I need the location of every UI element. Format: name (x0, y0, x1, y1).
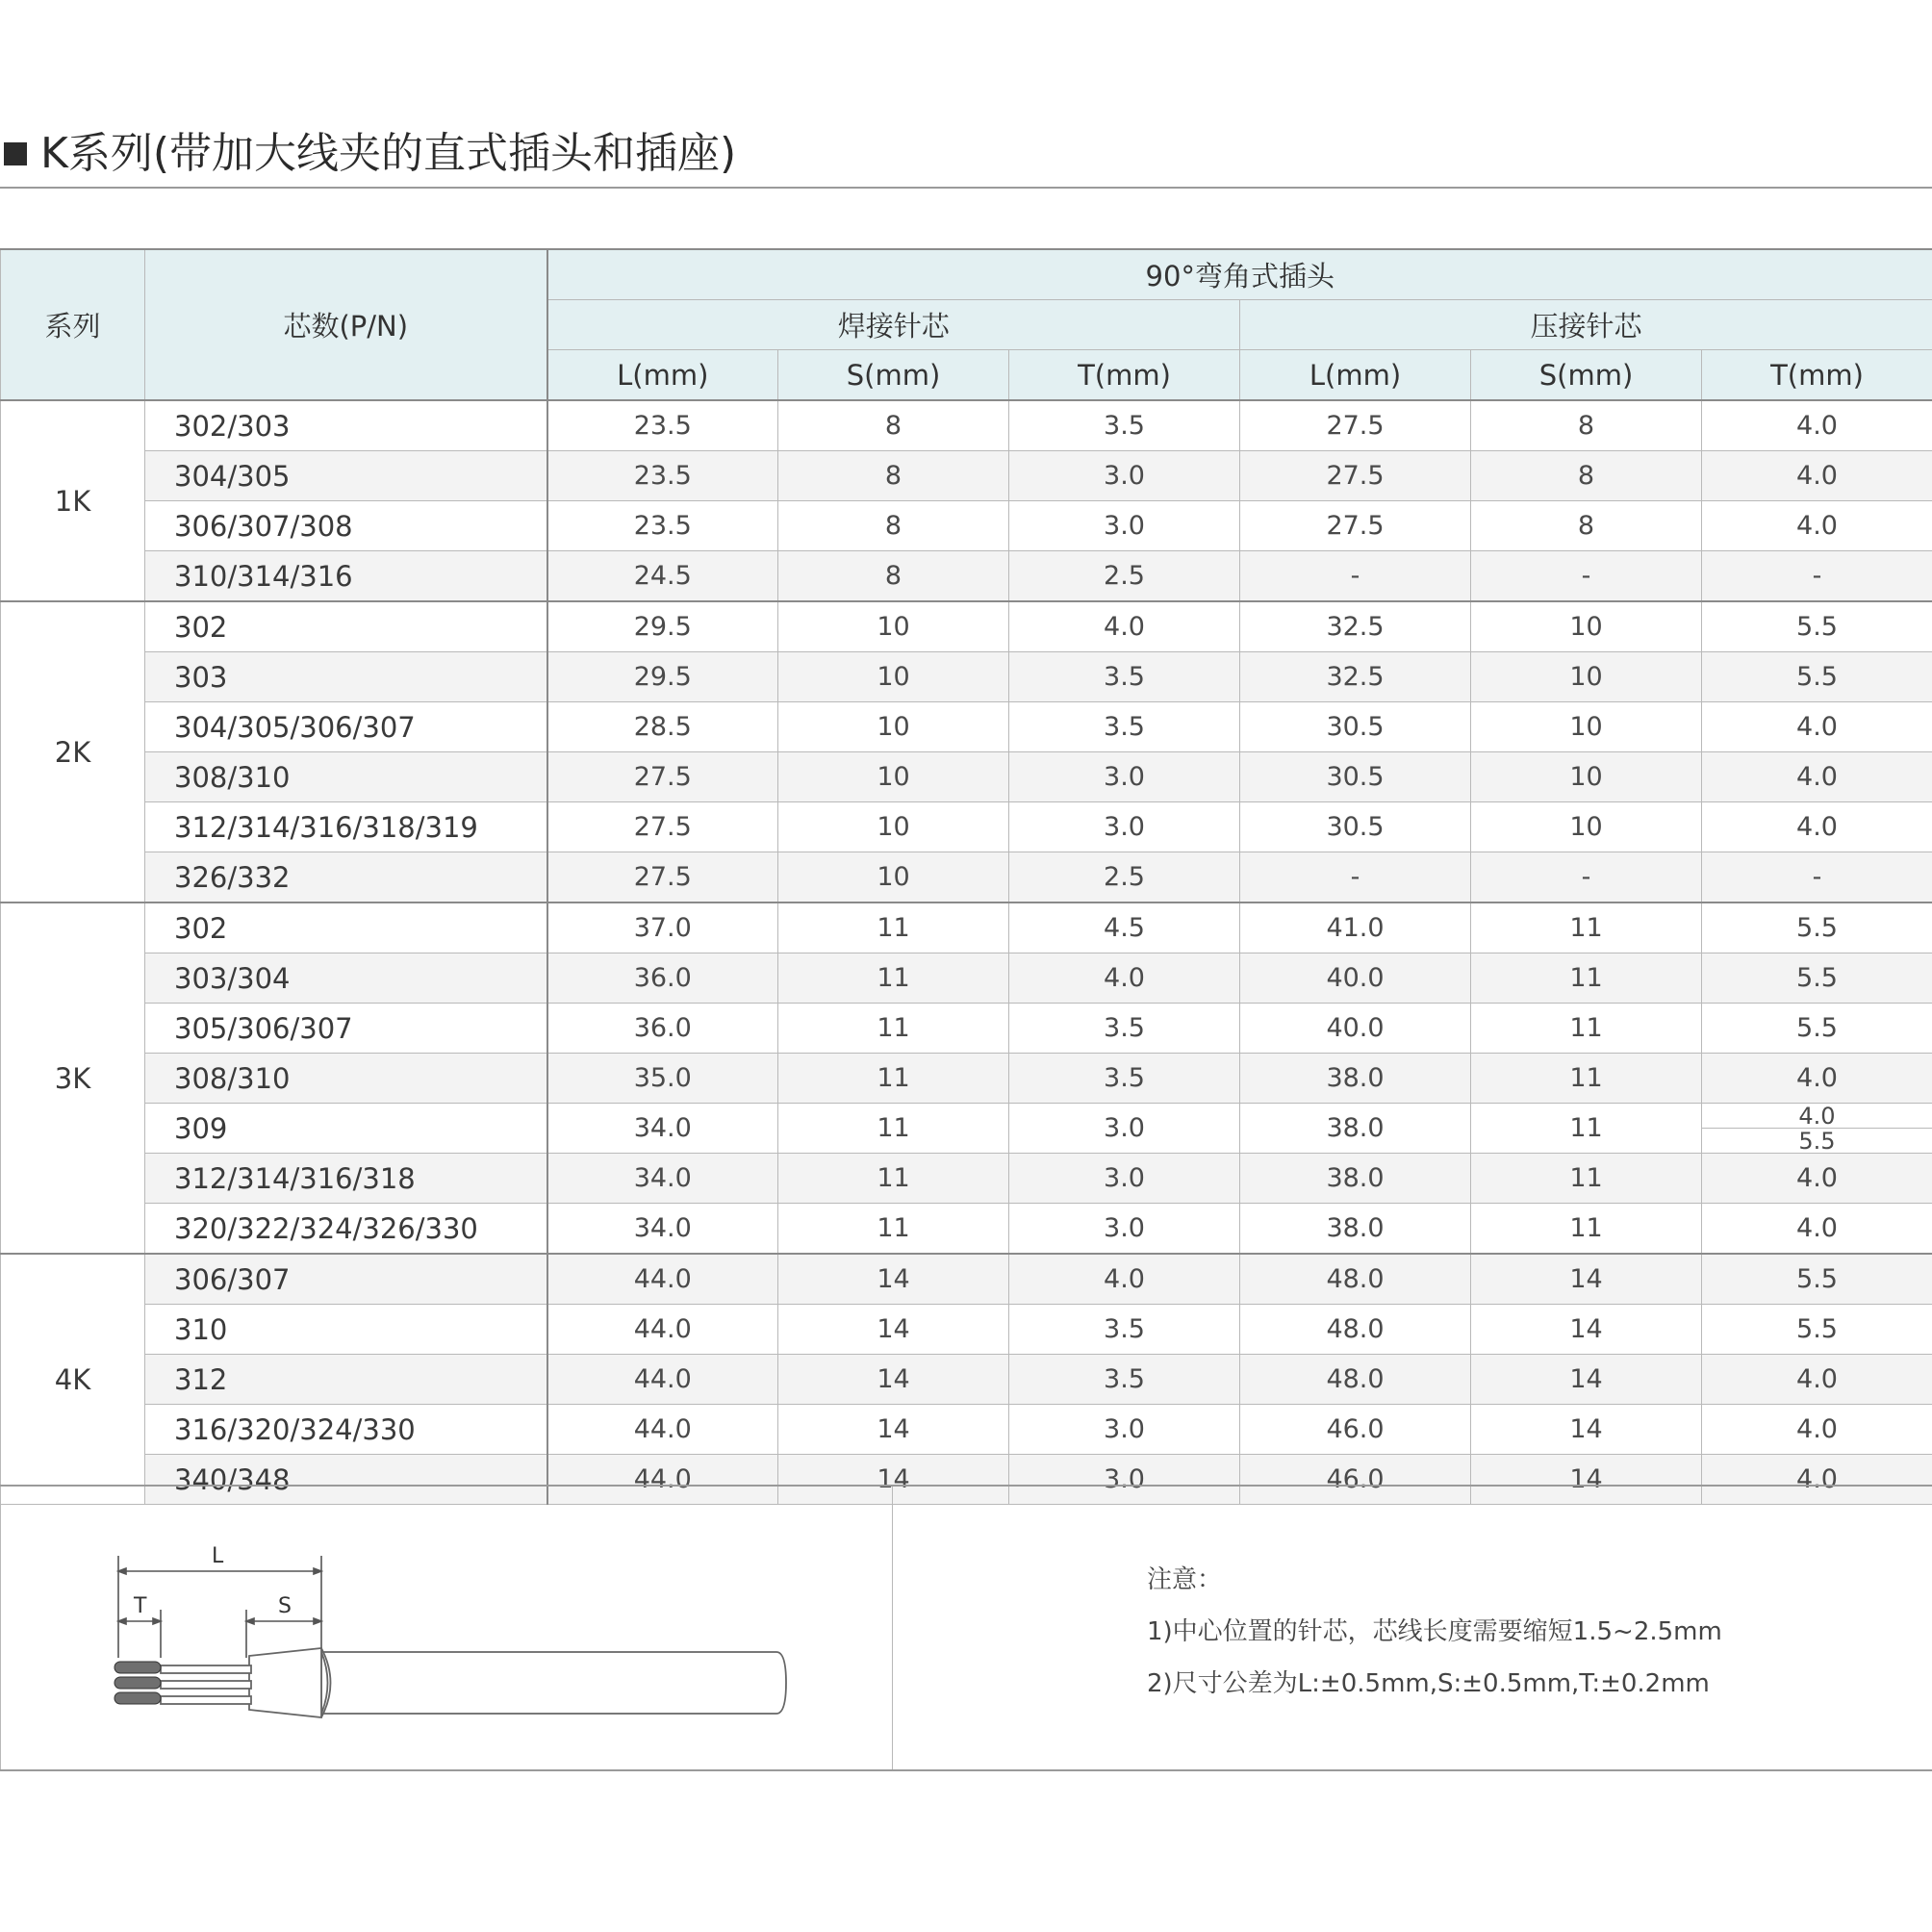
header-col: L(mm) (547, 350, 778, 401)
value-cell: 23.5 (547, 400, 778, 451)
pn-cell: 310 (145, 1305, 547, 1355)
value-cell: 3.5 (1009, 400, 1240, 451)
value-cell: 10 (1471, 752, 1702, 802)
spec-table (0, 248, 1932, 1505)
value-cell: 44.0 (547, 1455, 778, 1505)
value-cell: 40.0 (1240, 953, 1471, 1004)
table-row (1, 652, 1932, 702)
value-cell: 14 (1471, 1305, 1702, 1355)
value-cell: 44.0 (547, 1355, 778, 1405)
pn-cell: 305/306/307 (145, 1004, 547, 1054)
value-cell: 3.5 (1009, 652, 1240, 702)
series-cell: 4K (1, 1254, 145, 1505)
value-cell: 4.0 (1702, 501, 1932, 551)
value-cell: 8 (1471, 501, 1702, 551)
wire-3 (161, 1696, 251, 1704)
series-cell: 3K (1, 902, 145, 1254)
value-cell: 3.0 (1009, 1405, 1240, 1455)
value-cell: - (1471, 852, 1702, 903)
value-cell: 44.0 (547, 1405, 778, 1455)
value-cell: 4.0 (1702, 1405, 1932, 1455)
value-cell: 10 (778, 852, 1009, 903)
header-series: 系列 (1, 249, 145, 400)
value-cell: 44.0 (547, 1305, 778, 1355)
value-cell: 10 (778, 601, 1009, 652)
value-cell: 5.5 (1702, 1254, 1932, 1305)
value-cell: 10 (1471, 601, 1702, 652)
value-cell: 3.0 (1009, 802, 1240, 852)
value-cell: 14 (1471, 1405, 1702, 1455)
value-cell: 4.0 (1702, 400, 1932, 451)
split-value-part: 4.0 (1798, 1103, 1836, 1130)
value-cell: 5.5 (1702, 1004, 1932, 1054)
value-cell: 46.0 (1240, 1455, 1471, 1505)
value-cell: 29.5 (547, 652, 778, 702)
value-cell: 27.5 (547, 752, 778, 802)
table-row (1, 953, 1932, 1004)
value-cell: 10 (778, 652, 1009, 702)
value-cell: 11 (1471, 1004, 1702, 1054)
table-row (1, 1204, 1932, 1255)
value-cell: 14 (778, 1254, 1009, 1305)
value-cell: 4.0 (1702, 1054, 1932, 1104)
value-cell: 11 (778, 953, 1009, 1004)
value-cell: 14 (778, 1355, 1009, 1405)
value-cell: 11 (778, 1104, 1009, 1154)
value-cell: 8 (778, 400, 1009, 451)
header-col: L(mm) (1240, 350, 1471, 401)
value-cell: 11 (778, 902, 1009, 953)
value-cell: 41.0 (1240, 902, 1471, 953)
value-cell: 4.0 (1702, 1154, 1932, 1204)
value-cell: 48.0 (1240, 1305, 1471, 1355)
pin-1 (114, 1662, 161, 1673)
header-crimp: 压接针芯 (1240, 300, 1932, 350)
footer-panel (0, 1485, 1932, 1771)
table-header (1, 249, 1932, 400)
value-cell: 4.0 (1702, 752, 1932, 802)
value-cell: 3.0 (1009, 1455, 1240, 1505)
value-cell: 14 (778, 1305, 1009, 1355)
value-cell: 14 (1471, 1455, 1702, 1505)
wire-1 (161, 1665, 251, 1673)
value-cell: 48.0 (1240, 1355, 1471, 1405)
split-value (1702, 1104, 1932, 1153)
value-cell: 27.5 (1240, 501, 1471, 551)
value-cell: 3.5 (1009, 1355, 1240, 1405)
cable-body (321, 1652, 786, 1714)
header-solder: 焊接针芯 (547, 300, 1240, 350)
value-cell: 29.5 (547, 601, 778, 652)
value-cell: 3.5 (1009, 1054, 1240, 1104)
value-cell: 36.0 (547, 953, 778, 1004)
pn-cell: 312 (145, 1355, 547, 1405)
table-row (1, 1054, 1932, 1104)
notes-block (1147, 1554, 1722, 1710)
value-cell: 30.5 (1240, 702, 1471, 752)
value-cell: 10 (778, 752, 1009, 802)
value-cell: 46.0 (1240, 1405, 1471, 1455)
pn-cell: 326/332 (145, 852, 547, 903)
table-row (1, 752, 1932, 802)
value-cell: 36.0 (547, 1004, 778, 1054)
table-row (1, 802, 1932, 852)
value-cell: 30.5 (1240, 752, 1471, 802)
value-cell: - (1240, 852, 1471, 903)
pn-cell: 310/314/316 (145, 551, 547, 602)
table-row (1, 902, 1932, 953)
table-row (1, 451, 1932, 501)
value-cell: 38.0 (1240, 1054, 1471, 1104)
table-body (1, 400, 1932, 1505)
value-cell: 4.0 (1702, 1355, 1932, 1405)
value-cell: 34.0 (547, 1104, 778, 1154)
notes-line-1: 1)中心位置的针芯，芯线长度需要缩短1.5~2.5mm (1147, 1617, 1722, 1646)
value-cell: 8 (778, 501, 1009, 551)
section-title: K系列(带加大线夹的直式插头和插座) (40, 129, 737, 178)
value-cell: 3.5 (1009, 702, 1240, 752)
value-cell: 4.0 (1009, 601, 1240, 652)
header-col: S(mm) (778, 350, 1009, 401)
value-cell: 14 (778, 1455, 1009, 1505)
value-cell: 5.5 (1702, 953, 1932, 1004)
value-cell: 11 (778, 1154, 1009, 1204)
pn-cell: 303/304 (145, 953, 547, 1004)
pn-cell: 312/314/316/318/319 (145, 802, 547, 852)
value-cell: 11 (778, 1004, 1009, 1054)
value-cell: 8 (1471, 400, 1702, 451)
dim-label-t: T (134, 1594, 147, 1618)
value-cell: 2.5 (1009, 551, 1240, 602)
value-cell: 11 (778, 1204, 1009, 1255)
value-cell: 5.5 (1702, 601, 1932, 652)
value-cell: 4.0 (1702, 451, 1932, 501)
value-cell: 32.5 (1240, 601, 1471, 652)
value-cell: 14 (778, 1405, 1009, 1455)
value-cell: 24.5 (547, 551, 778, 602)
value-cell: 30.5 (1240, 802, 1471, 852)
value-cell: 27.5 (1240, 400, 1471, 451)
value-cell: 40.0 (1240, 1004, 1471, 1054)
table-row (1, 1154, 1932, 1204)
pn-cell: 309 (145, 1104, 547, 1154)
value-cell: 38.0 (1240, 1104, 1471, 1154)
value-cell: 23.5 (547, 451, 778, 501)
value-cell: 35.0 (547, 1054, 778, 1104)
value-cell: 3.5 (1009, 1004, 1240, 1054)
value-cell: - (1702, 551, 1932, 602)
notes-heading: 注意： (1147, 1565, 1223, 1594)
table-row (1, 501, 1932, 551)
table-row (1, 1355, 1932, 1405)
value-cell: 11 (1471, 1054, 1702, 1104)
clamp-cone (249, 1648, 321, 1717)
value-cell: 28.5 (547, 702, 778, 752)
table-row (1, 1004, 1932, 1054)
square-bullet-icon (4, 142, 27, 165)
value-cell: 14 (1471, 1355, 1702, 1405)
split-value-part: 5.5 (1702, 1128, 1932, 1153)
pn-cell: 316/320/324/330 (145, 1405, 547, 1455)
dim-label-l: L (212, 1544, 224, 1568)
pn-cell: 303 (145, 652, 547, 702)
header-col: T(mm) (1009, 350, 1240, 401)
value-cell: 2.5 (1009, 852, 1240, 903)
series-cell: 1K (1, 400, 145, 601)
value-cell: 10 (1471, 702, 1702, 752)
value-cell: 34.0 (547, 1154, 778, 1204)
pn-cell: 302/303 (145, 400, 547, 451)
header-col: S(mm) (1471, 350, 1702, 401)
value-cell: 27.5 (1240, 451, 1471, 501)
value-cell: 3.0 (1009, 752, 1240, 802)
value-cell: 44.0 (547, 1254, 778, 1305)
value-cell: 5.5 (1702, 1305, 1932, 1355)
value-cell: 3.0 (1009, 1154, 1240, 1204)
value-cell: 3.0 (1009, 451, 1240, 501)
value-cell: - (1471, 551, 1702, 602)
value-cell: 10 (778, 702, 1009, 752)
pn-cell: 304/305 (145, 451, 547, 501)
value-cell: 11 (1471, 902, 1702, 953)
pn-cell: 306/307 (145, 1254, 547, 1305)
value-cell: 27.5 (547, 802, 778, 852)
value-cell: 3.5 (1009, 1305, 1240, 1355)
table-row (1, 1104, 1932, 1154)
table-row (1, 1254, 1932, 1305)
value-cell: 8 (778, 451, 1009, 501)
value-cell: 4.0 (1702, 1204, 1932, 1255)
value-cell: 48.0 (1240, 1254, 1471, 1305)
table-row (1, 1305, 1932, 1355)
value-cell: 11 (1471, 1204, 1702, 1255)
header-col: T(mm) (1702, 350, 1932, 401)
table-row (1, 601, 1932, 652)
pn-cell: 308/310 (145, 1054, 547, 1104)
table-row (1, 400, 1932, 451)
value-cell: 11 (1471, 1104, 1702, 1154)
pn-cell: 302 (145, 601, 547, 652)
dim-label-s: S (278, 1594, 292, 1618)
value-cell: 14 (1471, 1254, 1702, 1305)
header-pn: 芯数(P/N) (145, 249, 547, 400)
value-cell: 32.5 (1240, 652, 1471, 702)
value-cell: 10 (1471, 652, 1702, 702)
value-cell: 4.0 (1702, 1455, 1932, 1505)
value-cell: 38.0 (1240, 1154, 1471, 1204)
value-cell: 3.0 (1009, 1104, 1240, 1154)
header-group: 90°弯角式插头 (547, 249, 1932, 300)
value-cell: 38.0 (1240, 1204, 1471, 1255)
wire-2 (161, 1681, 251, 1689)
table-row (1, 852, 1932, 903)
notes-line-2: 2)尺寸公差为L:±0.5mm,S:±0.5mm,T:±0.2mm (1147, 1669, 1710, 1698)
table-row (1, 1405, 1932, 1455)
section-title-bar (0, 123, 1932, 189)
value-cell: 10 (778, 802, 1009, 852)
table-row (1, 702, 1932, 752)
value-cell: 4.0 (1009, 1254, 1240, 1305)
value-cell: 10 (1471, 802, 1702, 852)
value-cell: 3.0 (1009, 1204, 1240, 1255)
value-cell: 27.5 (547, 852, 778, 903)
pn-cell: 312/314/316/318 (145, 1154, 547, 1204)
value-cell: - (1240, 551, 1471, 602)
value-cell: 4.0 (1702, 702, 1932, 752)
pn-cell: 320/322/324/326/330 (145, 1204, 547, 1255)
pn-cell: 304/305/306/307 (145, 702, 547, 752)
value-cell: 8 (1471, 451, 1702, 501)
value-cell: 3.0 (1009, 501, 1240, 551)
series-cell: 2K (1, 601, 145, 902)
pin-3 (114, 1692, 161, 1704)
value-cell: 37.0 (547, 902, 778, 953)
value-cell: 4.0 (1009, 953, 1240, 1004)
value-cell: 4.0 (1702, 802, 1932, 852)
plug-dimension-diagram (1, 1487, 894, 1769)
pin-2 (114, 1677, 161, 1689)
value-cell: 4.5 (1009, 902, 1240, 953)
pn-cell: 308/310 (145, 752, 547, 802)
pn-cell: 340/348 (145, 1455, 547, 1505)
value-cell: 11 (1471, 953, 1702, 1004)
value-cell: 34.0 (547, 1204, 778, 1255)
value-cell: - (1702, 852, 1932, 903)
table-row (1, 551, 1932, 602)
value-cell: 8 (778, 551, 1009, 602)
value-cell: 5.5 (1702, 902, 1932, 953)
value-cell: 5.5 (1702, 652, 1932, 702)
diagram-panel (0, 1487, 893, 1769)
value-cell: 23.5 (547, 501, 778, 551)
value-cell: 11 (778, 1054, 1009, 1104)
value-cell (1702, 1104, 1932, 1154)
pn-cell: 302 (145, 902, 547, 953)
pn-cell: 306/307/308 (145, 501, 547, 551)
value-cell: 11 (1471, 1154, 1702, 1204)
